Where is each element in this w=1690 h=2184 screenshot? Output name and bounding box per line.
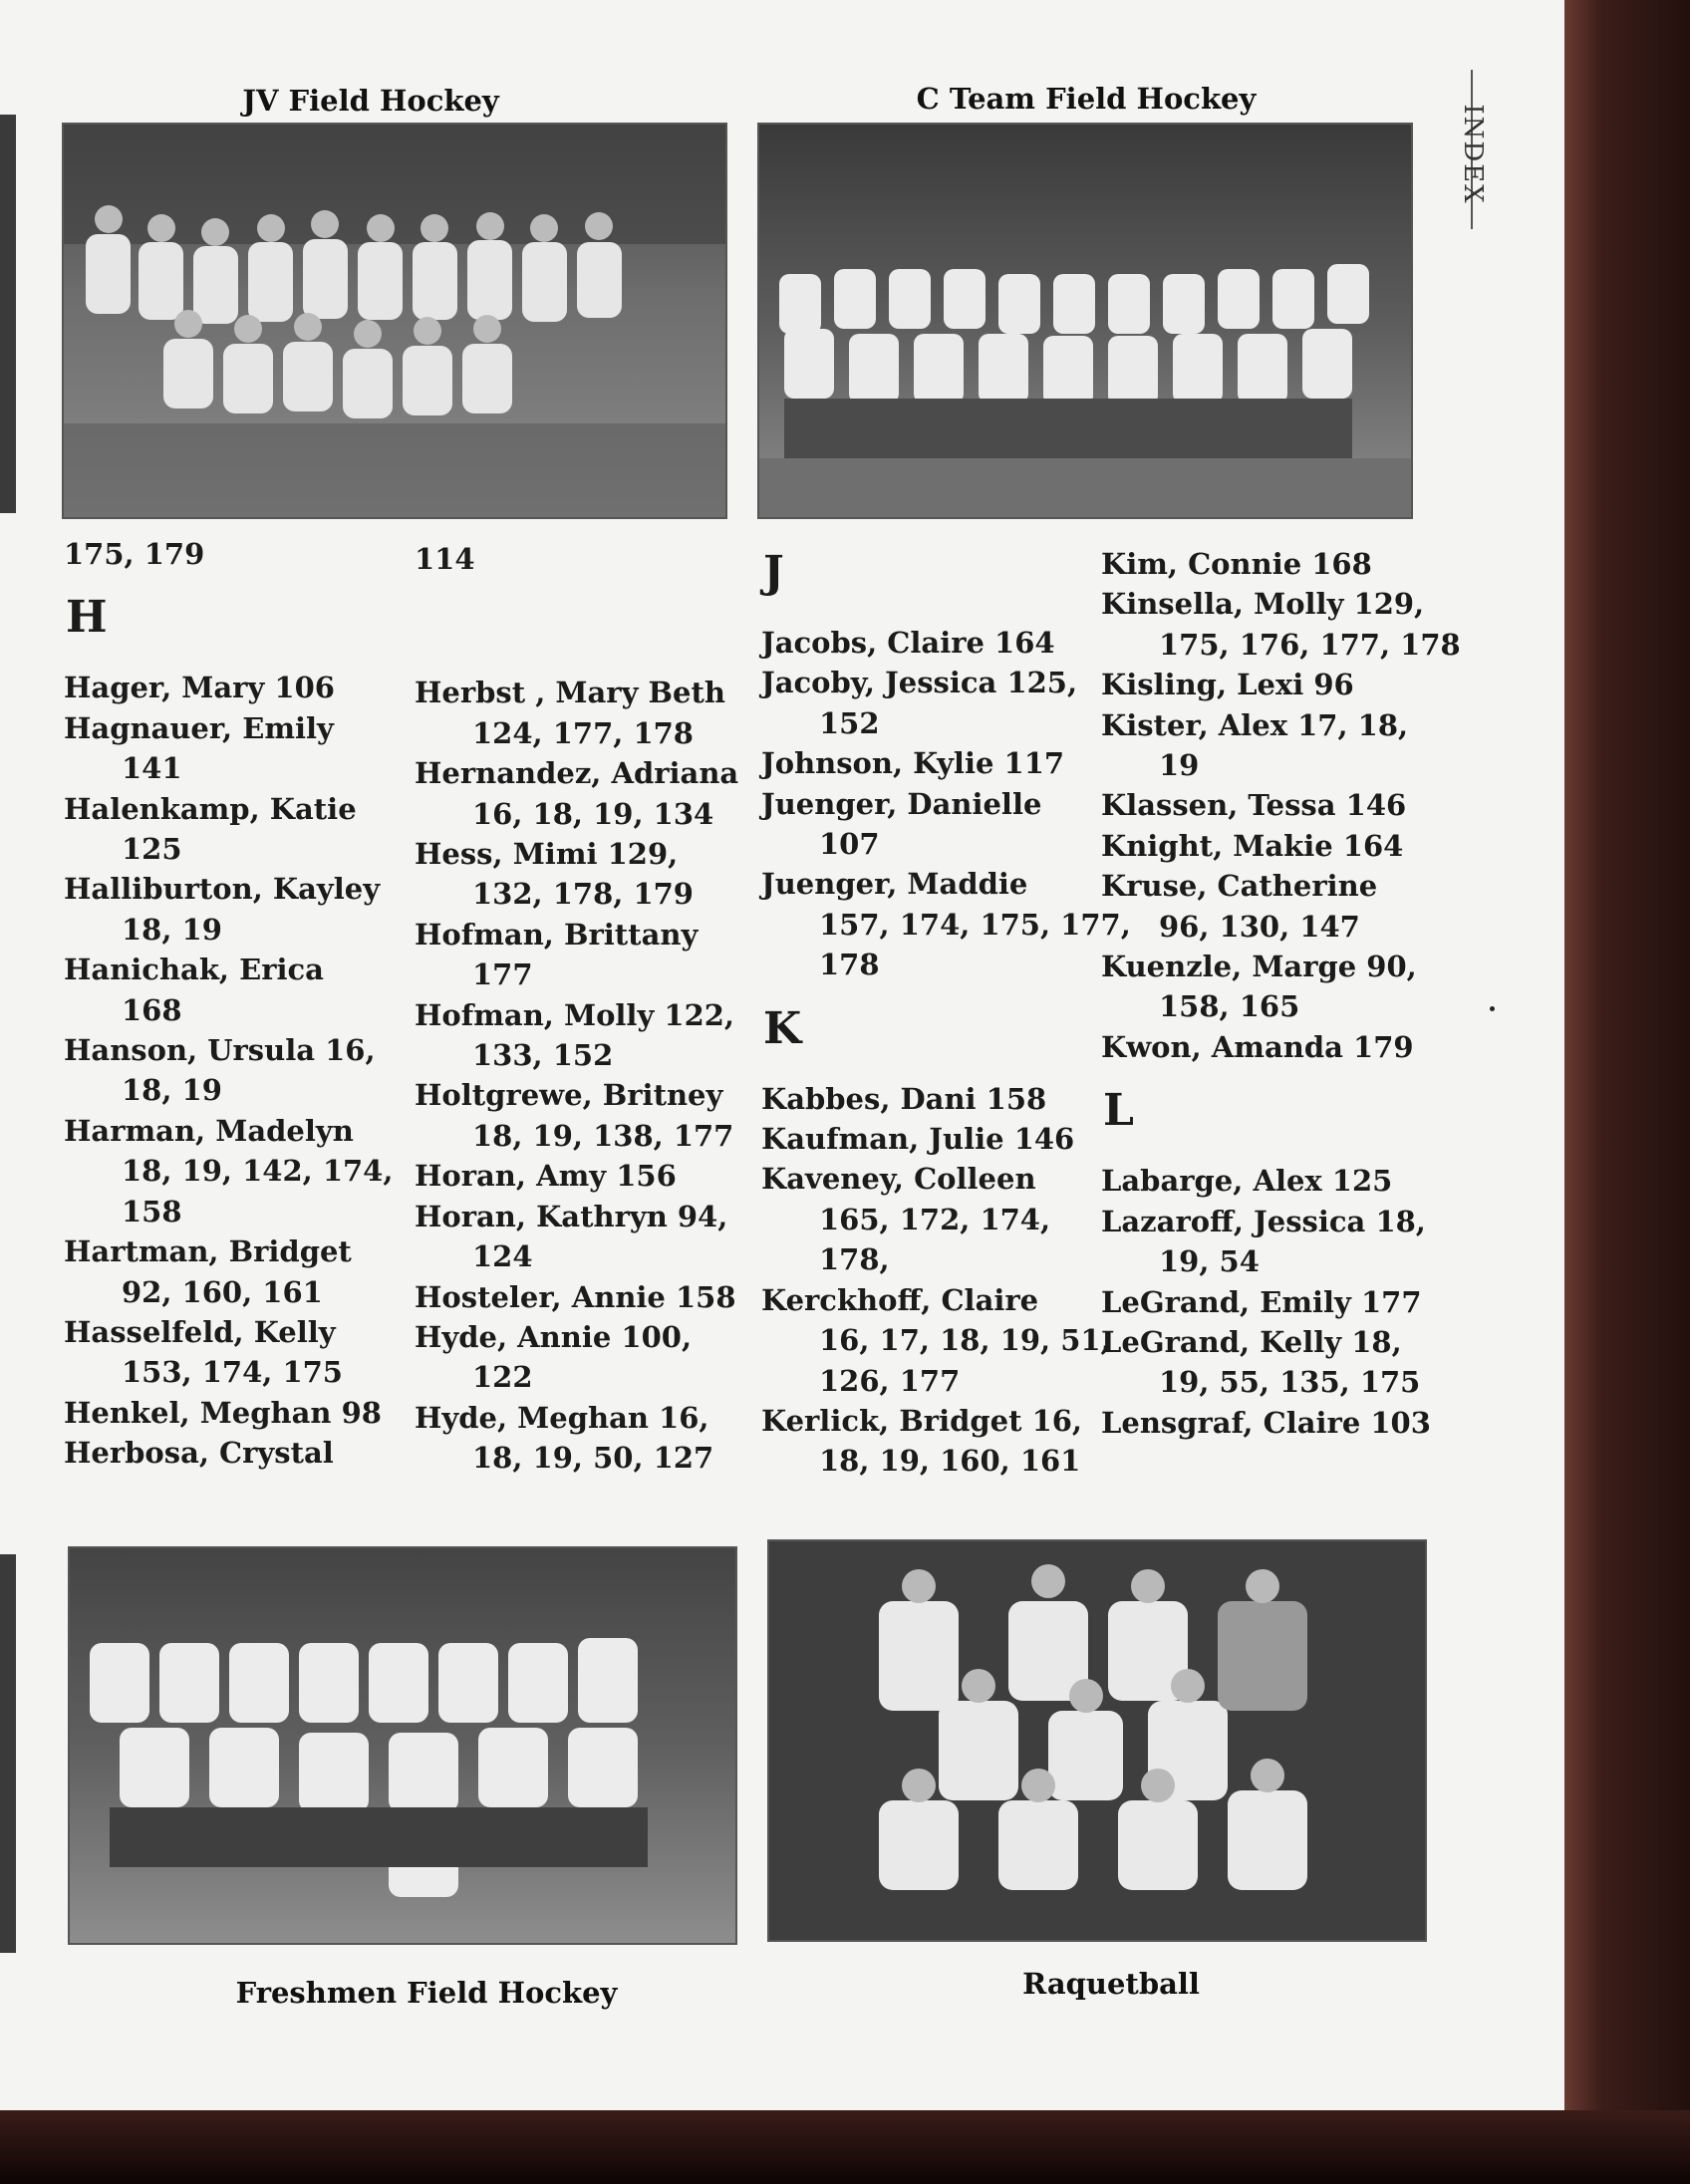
index-entry-name: Kabbes, Dani 158 (761, 1081, 1047, 1116)
index-entry-name: Harman, Madelyn (64, 1113, 354, 1148)
index-entry-name: Horan, Kathryn 94, (415, 1199, 728, 1233)
index-entry-name: Jacobs, Claire 164 (761, 626, 1055, 660)
index-entry-name: Hofman, Brittany (415, 917, 699, 952)
index-entry-name: Lazaroff, Jessica 18, (1101, 1204, 1426, 1238)
index-entry-pages: 18, 19, 50, 127 (472, 1441, 714, 1476)
caption-c-team-field-hockey: C Team Field Hockey (916, 82, 1257, 116)
index-entry-name: Horan, Amy 156 (415, 1159, 677, 1194)
index-entry-name: LeGrand, Kelly 18, (1101, 1324, 1402, 1359)
index-entry-pages: 16, 17, 18, 19, 51, (819, 1323, 1111, 1358)
index-entry-pages: 18, 19 (122, 1073, 222, 1108)
index-entry-name: Juenger, Maddie (761, 867, 1028, 902)
index-entry-pages: 124, 177, 178 (472, 715, 694, 750)
c-team-photo (757, 123, 1413, 519)
index-column-4 (1101, 544, 1461, 1443)
index-entry-pages: 18, 19, 142, 174, (122, 1154, 394, 1189)
index-entry-name: Hasselfeld, Kelly (64, 1314, 336, 1349)
index-section-letter: L (1103, 1085, 1134, 1137)
index-entry-name: Lensgraf, Claire 103 (1101, 1405, 1431, 1440)
index-entry-pages: 157, 174, 175, 177, (819, 907, 1131, 942)
index-entry-pages: 158, 165 (1159, 989, 1300, 1024)
index-entry-name: Kim, Connie 168 (1101, 547, 1372, 581)
index-entry-name: Hager, Mary 106 (64, 671, 335, 705)
index-entry-pages: 141 (122, 751, 182, 786)
index-section-letter: H (66, 592, 108, 644)
index-entry-name: Hartman, Bridget (64, 1234, 352, 1269)
index-entry-pages: 133, 152 (472, 1038, 614, 1073)
index-entry-name: Kinsella, Molly 129, (1101, 587, 1425, 622)
index-entry-pages: 168 (122, 992, 182, 1027)
index-entry-name: Hofman, Molly 122, (415, 997, 735, 1032)
index-entry-pages: 177 (472, 957, 533, 992)
index-spacer (415, 579, 738, 673)
index-entry-name: 175, 179 (64, 537, 205, 571)
index-entry-name: Jacoby, Jessica 125, (761, 666, 1078, 700)
index-entry-pages: 96, 130, 147 (1159, 909, 1360, 944)
index-entry-pages: 18, 19 (122, 912, 222, 947)
index-column-1 (64, 534, 393, 1474)
index-entry-name: Kisling, Lexi 96 (1101, 668, 1354, 702)
index-entry-name: Hess, Mimi 129, (415, 837, 679, 872)
page-folio (1453, 70, 1493, 229)
index-entry-pages: 18, 19, 138, 177 (472, 1118, 734, 1153)
print-speck (1490, 1006, 1495, 1011)
index-entry-pages: 19, 54 (1159, 1244, 1260, 1279)
index-entry-pages: 152 (819, 705, 880, 740)
index-entry-name: Kaveney, Colleen (761, 1162, 1036, 1197)
index-entry-pages: 124 (472, 1239, 533, 1274)
group-photo-placeholder (759, 125, 1411, 517)
raquetball-team-photo (767, 1539, 1427, 1942)
index-entry-name: Kwon, Amanda 179 (1101, 1029, 1414, 1064)
group-photo-placeholder (70, 1548, 735, 1943)
index-entry-pages: 175, 176, 177, 178 (1159, 627, 1461, 662)
index-entry-pages: 19, 55, 135, 175 (1159, 1365, 1421, 1400)
index-entry-pages: 126, 177 (819, 1363, 961, 1398)
index-column-3 (761, 529, 1131, 1482)
index-entry-pages: 165, 172, 174, (819, 1202, 1051, 1236)
index-entry-pages: 178 (819, 948, 880, 982)
index-entry-name: Klassen, Tessa 146 (1101, 788, 1407, 823)
index-entry-name: Hyde, Annie 100, (415, 1319, 693, 1354)
index-entry-name: Halliburton, Kayley (64, 872, 381, 907)
facing-page-edge (0, 1554, 16, 1953)
index-entry-pages: 178, (819, 1242, 890, 1277)
caption-raquetball: Raquetball (1022, 1967, 1200, 2001)
index-entry-name: Juenger, Danielle (761, 786, 1042, 821)
caption-jv-field-hockey: JV Field Hockey (242, 84, 499, 118)
index-entry-name: Hosteler, Annie 158 (415, 1279, 736, 1314)
index-column-2 (415, 539, 738, 1479)
index-entry-name: Halenkamp, Katie (64, 791, 357, 826)
index-entry-name: Labarge, Alex 125 (1101, 1164, 1393, 1199)
index-entry-name: Hanson, Ursula 16, (64, 1033, 376, 1068)
index-entry-pages: 122 (472, 1360, 533, 1395)
index-entry-name: Kerckhoff, Claire (761, 1282, 1039, 1317)
index-entry-name: Herbst , Mary Beth (415, 676, 725, 710)
index-entry-name: Hernandez, Adriana (415, 756, 739, 791)
index-entry-pages: 132, 178, 179 (472, 877, 694, 912)
group-photo-placeholder (769, 1541, 1425, 1940)
index-entry-pages: 16, 18, 19, 134 (472, 796, 714, 831)
index-entry-name: Henkel, Meghan 98 (64, 1395, 382, 1430)
index-entry-name: Holtgrewe, Britney (415, 1078, 723, 1113)
index-entry-name: LeGrand, Emily 177 (1101, 1284, 1422, 1319)
index-entry-name: Hagnauer, Emily (64, 710, 334, 745)
index-entry-name: Kruse, Catherine (1101, 869, 1378, 904)
index-entry-pages: 107 (819, 827, 880, 862)
index-entry-pages: 125 (122, 832, 182, 867)
jv-team-photo (62, 123, 727, 519)
index-section-letter: K (763, 1002, 802, 1054)
index-entry-name: Hyde, Meghan 16, (415, 1400, 709, 1435)
index-entry-pages: 19 (1159, 748, 1200, 783)
index-entry-name: Knight, Makie 164 (1101, 828, 1404, 863)
index-entry-pages: 158 (122, 1194, 182, 1228)
index-entry-pages: 92, 160, 161 (122, 1274, 323, 1309)
index-entry-pages: 18, 19, 160, 161 (819, 1444, 1081, 1479)
index-entry-name: Johnson, Kylie 117 (761, 746, 1065, 781)
book-bottom-edge (0, 2110, 1690, 2184)
folio-label: INDEX (1458, 104, 1488, 205)
index-entry-name: Kerlick, Bridget 16, (761, 1403, 1083, 1438)
facing-page-edge (0, 115, 16, 513)
index-entry-name: Kuenzle, Marge 90, (1101, 950, 1417, 984)
index-entry-name: Hanichak, Erica (64, 953, 324, 987)
index-entry-name: Kister, Alex 17, 18, (1101, 707, 1409, 742)
freshmen-team-photo (68, 1546, 737, 1945)
book-spine (1564, 0, 1690, 2184)
group-photo-placeholder (64, 125, 725, 517)
index-entry-name: Kaufman, Julie 146 (761, 1122, 1075, 1157)
index-entry-pages: 153, 174, 175 (122, 1355, 343, 1390)
index-entry-name: 114 (415, 542, 475, 576)
index-section-letter: J (763, 547, 784, 598)
caption-freshmen-field-hockey: Freshmen Field Hockey (235, 1976, 618, 2010)
index-entry-name: Herbosa, Crystal (64, 1436, 334, 1471)
